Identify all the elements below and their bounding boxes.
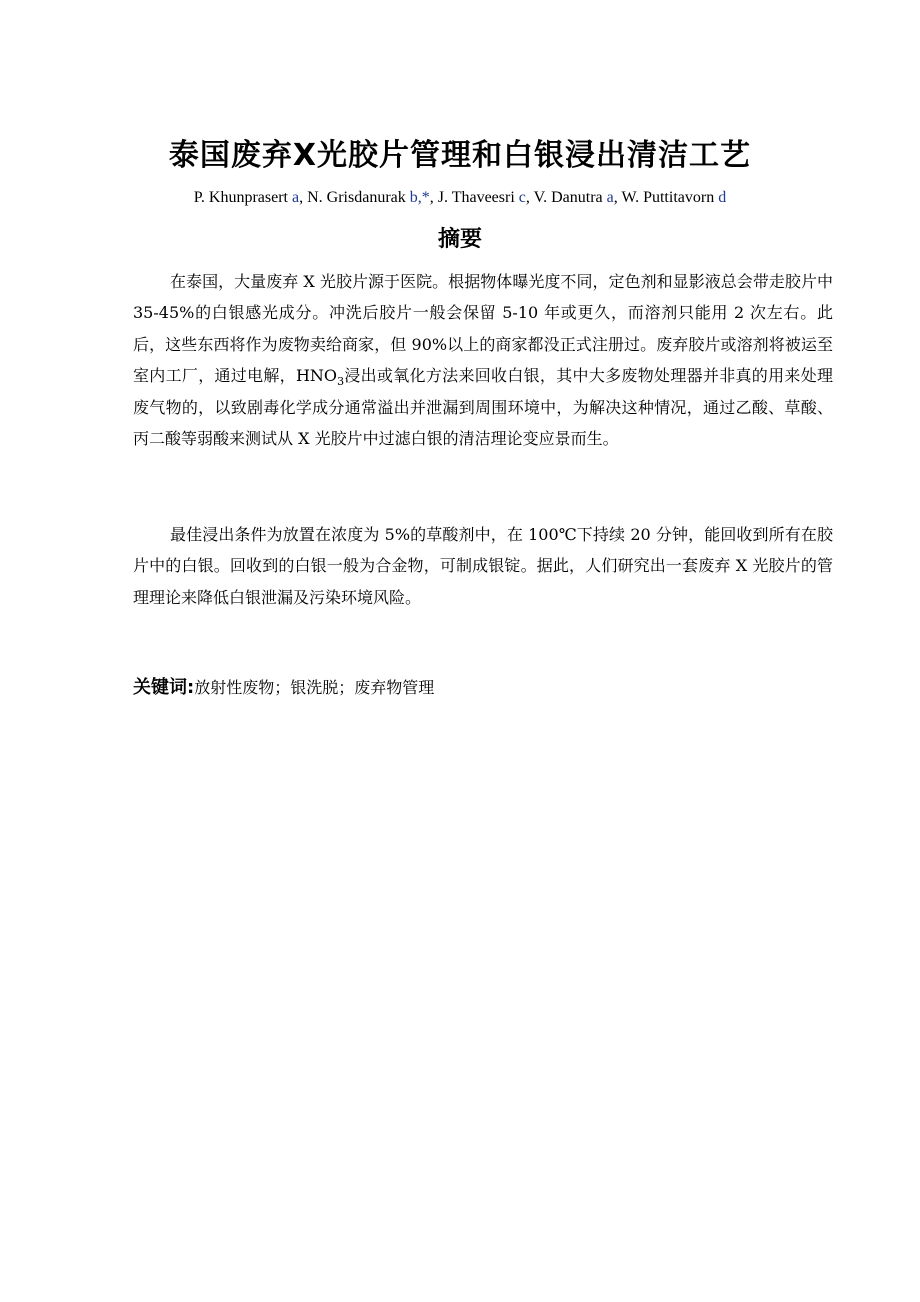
abstract-text: 在泰国，大量废弃 X 光胶片源于医院。根据物体曝光度不同，定色剂和显影液总会带走胶片中 35-45%的白银感光成分。冲洗后胶片一般会保留 5-10 年或更久，而溶剂只能用 2 次左右。此后，这些东西将作为废物卖给商家，但 90%以上的商家都没正式注册过。废弃胶片或溶剂将被运至室内工厂，通过电解，HNO (133, 272, 833, 386)
author-affiliation: b,* (409, 189, 430, 206)
author-affiliation: d (718, 189, 727, 206)
keywords-label: 关键词: (133, 677, 195, 698)
abstract-paragraph-1 (133, 266, 833, 454)
author-affiliation: a (606, 189, 614, 206)
author: V. Danutra a, (533, 189, 622, 206)
author-affiliation: c (518, 189, 526, 206)
author: W. Puttitavorn d (621, 189, 727, 206)
author: N. Grisdanurak b,*, (307, 189, 438, 206)
author-affiliation: a (292, 189, 300, 206)
keywords-value: 放射性废物；银洗脱；废弃物管理 (194, 678, 435, 697)
keywords (133, 674, 833, 702)
abstract-text: 浸出或氧化方法来回收白银，其中大多废物处理器并非真的用来处理废气物的，以致剧毒化学成分通常溢出并泄漏到周围环境中，为解决这种情况，通过乙酸、草酸、丙二酸等弱酸来测试从 X 光胶片中过滤白银的清洁理论变应景而生。 (133, 366, 833, 449)
author: P. Khunprasert a, (193, 189, 308, 206)
subscript: 3 (337, 375, 345, 389)
author-list (0, 186, 920, 210)
abstract-paragraph-2 (133, 519, 833, 613)
author: J. Thaveesri c, (437, 189, 534, 206)
abstract-text: 最佳浸出条件为放置在浓度为 5%的草酸剂中，在 100℃下持续 20 分钟，能回收到所有在胶片中的白银。回收到的白银一般为合金物，可制成银锭。据此，人们研究出一套废弃 X 光胶片的管理理论来降低白银泄漏及污染环境风险。 (133, 525, 833, 607)
paper-title: 泰国废弃X光胶片管理和白银浸出清洁工艺 (168, 138, 752, 173)
abstract-heading: 摘要 (437, 227, 482, 252)
